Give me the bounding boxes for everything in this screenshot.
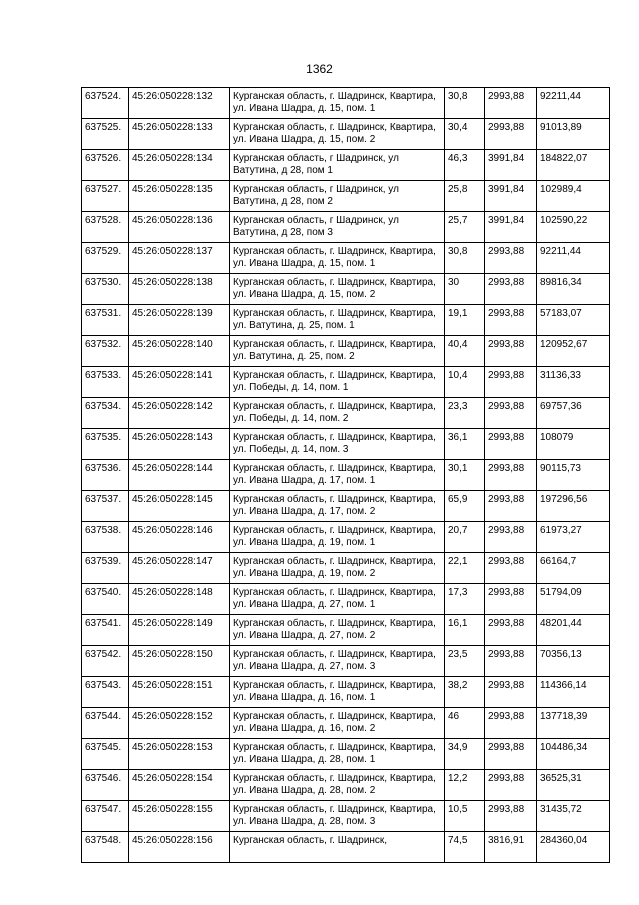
area-cell: 34,9: [445, 739, 485, 770]
area-cell: 22,1: [445, 553, 485, 584]
row-number-cell: 637546.: [82, 770, 129, 801]
unit-value-cell: 3991,84: [485, 181, 537, 212]
row-number-cell: 637548.: [82, 832, 129, 863]
table-row: [82, 119, 610, 150]
cadastral-number-cell: 45:26:050228:150: [129, 646, 230, 677]
row-number-cell: 637540.: [82, 584, 129, 615]
cadastral-number-cell: 45:26:050228:141: [129, 367, 230, 398]
table-row: [82, 553, 610, 584]
table-row: [82, 584, 610, 615]
cadastral-value-cell: 57183,07: [537, 305, 610, 336]
table-row: [82, 243, 610, 274]
unit-value-cell: 2993,88: [485, 708, 537, 739]
table-row: [82, 770, 610, 801]
table-row: [82, 336, 610, 367]
area-cell: 40,4: [445, 336, 485, 367]
area-cell: 30,8: [445, 243, 485, 274]
table-row: [82, 274, 610, 305]
unit-value-cell: 2993,88: [485, 677, 537, 708]
cadastral-number-cell: 45:26:050228:151: [129, 677, 230, 708]
cadastral-number-cell: 45:26:050228:134: [129, 150, 230, 181]
cadastral-value-cell: 114366,14: [537, 677, 610, 708]
cadastral-number-cell: 45:26:050228:138: [129, 274, 230, 305]
cadastral-number-cell: 45:26:050228:149: [129, 615, 230, 646]
cadastral-value-cell: 31136,33: [537, 367, 610, 398]
cadastral-number-cell: 45:26:050228:142: [129, 398, 230, 429]
address-cell: Курганская область, г. Шадринск, Квартира, ул. Победы, д. 14, пом. 1: [230, 367, 445, 398]
address-cell: Курганская область, г. Шадринск, Квартира, ул. Ивана Шадра, д. 15, пом. 2: [230, 274, 445, 305]
table-row: [82, 739, 610, 770]
cadastral-number-cell: 45:26:050228:145: [129, 491, 230, 522]
cadastral-value-cell: 120952,67: [537, 336, 610, 367]
cadastral-number-cell: 45:26:050228:140: [129, 336, 230, 367]
area-cell: 30,1: [445, 460, 485, 491]
unit-value-cell: 2993,88: [485, 646, 537, 677]
cadastral-number-cell: 45:26:050228:154: [129, 770, 230, 801]
cadastral-value-cell: 102989,4: [537, 181, 610, 212]
table-row: [82, 460, 610, 491]
address-cell: Курганская область, г Шадринск, ул Ватутина, д 28, пом 1: [230, 150, 445, 181]
address-cell: Курганская область, г. Шадринск, Квартира, ул. Ивана Шадра, д. 27, пом. 2: [230, 615, 445, 646]
cadastral-value-cell: 184822,07: [537, 150, 610, 181]
area-cell: 36,1: [445, 429, 485, 460]
area-cell: 65,9: [445, 491, 485, 522]
row-number-cell: 637528.: [82, 212, 129, 243]
row-number-cell: 637535.: [82, 429, 129, 460]
address-cell: Курганская область, г. Шадринск, Квартира, ул. Ивана Шадра, д. 27, пом. 1: [230, 584, 445, 615]
page-number: 1362: [306, 62, 333, 76]
area-cell: 30,8: [445, 88, 485, 119]
cadastral-number-cell: 45:26:050228:135: [129, 181, 230, 212]
table-row: [82, 212, 610, 243]
cadastral-value-cell: 104486,34: [537, 739, 610, 770]
area-cell: 17,3: [445, 584, 485, 615]
area-cell: 30,4: [445, 119, 485, 150]
unit-value-cell: 3991,84: [485, 212, 537, 243]
row-number-cell: 637533.: [82, 367, 129, 398]
table-row: [82, 615, 610, 646]
area-cell: 25,7: [445, 212, 485, 243]
address-cell: Курганская область, г. Шадринск, Квартира, ул. Ивана Шадра, д. 15, пом. 1: [230, 243, 445, 274]
cadastral-value-cell: 90115,73: [537, 460, 610, 491]
unit-value-cell: 2993,88: [485, 460, 537, 491]
address-cell: Курганская область, г. Шадринск, Квартира, ул. Ивана Шадра, д. 19, пом. 1: [230, 522, 445, 553]
cadastral-value-cell: 36525,31: [537, 770, 610, 801]
unit-value-cell: 3991,84: [485, 150, 537, 181]
area-cell: 46: [445, 708, 485, 739]
unit-value-cell: 2993,88: [485, 553, 537, 584]
address-cell: Курганская область, г. Шадринск, Квартира, ул. Ивана Шадра, д. 28, пом. 1: [230, 739, 445, 770]
area-cell: 23,5: [445, 646, 485, 677]
row-number-cell: 637531.: [82, 305, 129, 336]
cadastral-value-cell: 284360,04: [537, 832, 610, 863]
table-row: [82, 398, 610, 429]
cadastral-value-cell: 51794,09: [537, 584, 610, 615]
table-row: [82, 88, 610, 119]
cadastral-number-cell: 45:26:050228:155: [129, 801, 230, 832]
cadastral-number-cell: 45:26:050228:133: [129, 119, 230, 150]
cadastral-value-cell: 48201,44: [537, 615, 610, 646]
unit-value-cell: 2993,88: [485, 367, 537, 398]
unit-value-cell: 3816,91: [485, 832, 537, 863]
table-row: [82, 181, 610, 212]
registry-table-body: [82, 88, 610, 863]
unit-value-cell: 2993,88: [485, 615, 537, 646]
row-number-cell: 637527.: [82, 181, 129, 212]
unit-value-cell: 2993,88: [485, 491, 537, 522]
area-cell: 12,2: [445, 770, 485, 801]
row-number-cell: 637547.: [82, 801, 129, 832]
area-cell: 30: [445, 274, 485, 305]
unit-value-cell: 2993,88: [485, 522, 537, 553]
table-row: [82, 429, 610, 460]
area-cell: 10,5: [445, 801, 485, 832]
cadastral-value-cell: 89816,34: [537, 274, 610, 305]
address-cell: Курганская область, г. Шадринск, Квартира, ул. Ивана Шадра, д. 16, пом. 2: [230, 708, 445, 739]
unit-value-cell: 2993,88: [485, 274, 537, 305]
table-row: [82, 305, 610, 336]
cadastral-number-cell: 45:26:050228:148: [129, 584, 230, 615]
row-number-cell: 637524.: [82, 88, 129, 119]
row-number-cell: 637536.: [82, 460, 129, 491]
cadastral-number-cell: 45:26:050228:139: [129, 305, 230, 336]
cadastral-number-cell: 45:26:050228:144: [129, 460, 230, 491]
cadastral-value-cell: 31435,72: [537, 801, 610, 832]
row-number-cell: 637538.: [82, 522, 129, 553]
table-row: [82, 708, 610, 739]
address-cell: Курганская область, г Шадринск, ул Ватутина, д 28, пом 2: [230, 181, 445, 212]
address-cell: Курганская область, г Шадринск, ул Ватутина, д 28, пом 3: [230, 212, 445, 243]
area-cell: 23,3: [445, 398, 485, 429]
cadastral-value-cell: 197296,56: [537, 491, 610, 522]
address-cell: Курганская область, г. Шадринск, Квартира, ул. Ивана Шадра, д. 15, пом. 1: [230, 88, 445, 119]
unit-value-cell: 2993,88: [485, 336, 537, 367]
cadastral-value-cell: 102590,22: [537, 212, 610, 243]
address-cell: Курганская область, г. Шадринск, Квартира, ул. Ивана Шадра, д. 17, пом. 2: [230, 491, 445, 522]
cadastral-number-cell: 45:26:050228:146: [129, 522, 230, 553]
unit-value-cell: 2993,88: [485, 88, 537, 119]
cadastral-number-cell: 45:26:050228:156: [129, 832, 230, 863]
row-number-cell: 637526.: [82, 150, 129, 181]
row-number-cell: 637534.: [82, 398, 129, 429]
address-cell: Курганская область, г. Шадринск, Квартира, ул. Ивана Шадра, д. 28, пом. 2: [230, 770, 445, 801]
table-row: [82, 801, 610, 832]
row-number-cell: 637530.: [82, 274, 129, 305]
table-row: [82, 367, 610, 398]
row-number-cell: 637532.: [82, 336, 129, 367]
address-cell: Курганская область, г. Шадринск, Квартира, ул. Ивана Шадра, д. 19, пом. 2: [230, 553, 445, 584]
row-number-cell: 637539.: [82, 553, 129, 584]
row-number-cell: 637544.: [82, 708, 129, 739]
unit-value-cell: 2993,88: [485, 429, 537, 460]
row-number-cell: 637529.: [82, 243, 129, 274]
area-cell: 20,7: [445, 522, 485, 553]
table-row: [82, 646, 610, 677]
registry-table: [81, 87, 610, 863]
cadastral-number-cell: 45:26:050228:143: [129, 429, 230, 460]
table-row: [82, 491, 610, 522]
cadastral-value-cell: 66164,7: [537, 553, 610, 584]
table-row: [82, 677, 610, 708]
address-cell: Курганская область, г. Шадринск, Квартира, ул. Ивана Шадра, д. 17, пом. 1: [230, 460, 445, 491]
table-row: [82, 522, 610, 553]
address-cell: Курганская область, г. Шадринск, Квартира, ул. Ватутина, д. 25, пом. 2: [230, 336, 445, 367]
cadastral-value-cell: 108079: [537, 429, 610, 460]
address-cell: Курганская область, г. Шадринск, Квартира, ул. Ивана Шадра, д. 28, пом. 3: [230, 801, 445, 832]
unit-value-cell: 2993,88: [485, 305, 537, 336]
cadastral-number-cell: 45:26:050228:153: [129, 739, 230, 770]
row-number-cell: 637543.: [82, 677, 129, 708]
unit-value-cell: 2993,88: [485, 243, 537, 274]
cadastral-value-cell: 70356,13: [537, 646, 610, 677]
unit-value-cell: 2993,88: [485, 119, 537, 150]
address-cell: Курганская область, г. Шадринск, Квартира, ул. Победы, д. 14, пом. 2: [230, 398, 445, 429]
cadastral-number-cell: 45:26:050228:136: [129, 212, 230, 243]
cadastral-number-cell: 45:26:050228:132: [129, 88, 230, 119]
unit-value-cell: 2993,88: [485, 801, 537, 832]
address-cell: Курганская область, г. Шадринск,: [230, 832, 445, 863]
cadastral-value-cell: 91013,89: [537, 119, 610, 150]
address-cell: Курганская область, г. Шадринск, Квартира, ул. Ивана Шадра, д. 16, пом. 1: [230, 677, 445, 708]
cadastral-number-cell: 45:26:050228:152: [129, 708, 230, 739]
cadastral-number-cell: 45:26:050228:147: [129, 553, 230, 584]
area-cell: 16,1: [445, 615, 485, 646]
cadastral-number-cell: 45:26:050228:137: [129, 243, 230, 274]
unit-value-cell: 2993,88: [485, 739, 537, 770]
area-cell: 74,5: [445, 832, 485, 863]
area-cell: 19,1: [445, 305, 485, 336]
row-number-cell: 637537.: [82, 491, 129, 522]
cadastral-value-cell: 92211,44: [537, 243, 610, 274]
address-cell: Курганская область, г. Шадринск, Квартира, ул. Победы, д. 14, пом. 3: [230, 429, 445, 460]
unit-value-cell: 2993,88: [485, 584, 537, 615]
address-cell: Курганская область, г. Шадринск, Квартира, ул. Ивана Шадра, д. 15, пом. 2: [230, 119, 445, 150]
area-cell: 25,8: [445, 181, 485, 212]
address-cell: Курганская область, г. Шадринск, Квартира, ул. Ватутина, д. 25, пом. 1: [230, 305, 445, 336]
cadastral-value-cell: 69757,36: [537, 398, 610, 429]
area-cell: 46,3: [445, 150, 485, 181]
row-number-cell: 637541.: [82, 615, 129, 646]
unit-value-cell: 2993,88: [485, 398, 537, 429]
row-number-cell: 637545.: [82, 739, 129, 770]
row-number-cell: 637525.: [82, 119, 129, 150]
table-row: [82, 150, 610, 181]
address-cell: Курганская область, г. Шадринск, Квартира, ул. Ивана Шадра, д. 27, пом. 3: [230, 646, 445, 677]
area-cell: 10,4: [445, 367, 485, 398]
row-number-cell: 637542.: [82, 646, 129, 677]
table-row: [82, 832, 610, 863]
area-cell: 38,2: [445, 677, 485, 708]
unit-value-cell: 2993,88: [485, 770, 537, 801]
cadastral-value-cell: 61973,27: [537, 522, 610, 553]
cadastral-value-cell: 92211,44: [537, 88, 610, 119]
cadastral-value-cell: 137718,39: [537, 708, 610, 739]
